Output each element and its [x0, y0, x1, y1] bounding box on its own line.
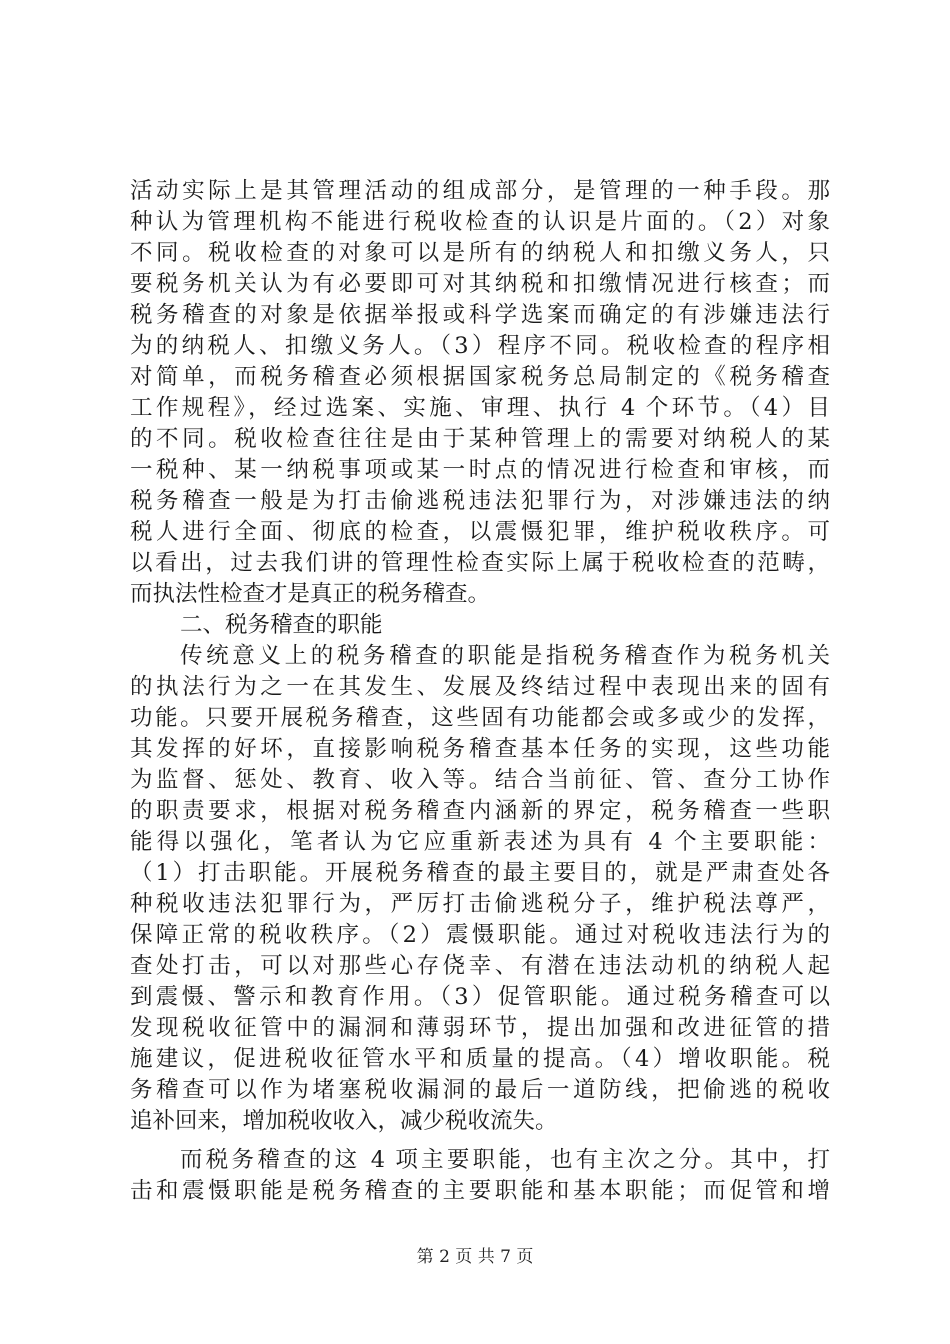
document-body: [130, 176, 830, 1207]
text-line: 到震慑、警示和教育作用。（3）促管职能。通过税务稽查可以: [130, 984, 830, 1010]
text-line: 功能。只要开展税务稽查，这些固有功能都会或多或少的发挥，: [130, 705, 830, 731]
text-line: 工作规程》，经过选案、实施、审理、执行 4 个环节。（4）目: [130, 395, 830, 421]
paragraph-primary-secondary: [130, 1145, 830, 1207]
text-line: 而执法性检查才是真正的税务稽查。: [130, 581, 491, 607]
text-line: 活动实际上是其管理活动的组成部分，是管理的一种手段。那: [130, 178, 830, 204]
paragraph-spacer: [130, 1137, 830, 1145]
text-line: 一税种、某一纳税事项或某一时点的情况进行检查和审核，而: [130, 457, 830, 483]
text-line: 以看出，过去我们讲的管理性检查实际上属于税收检查的范畴，: [130, 550, 830, 576]
text-line: 税务稽查一般是为打击偷逃税违法犯罪行为，对涉嫌违法的纳: [130, 488, 830, 514]
text-line: 对简单，而税务稽查必须根据国家税务总局制定的《税务稽查: [130, 364, 830, 390]
text-line: 务稽查可以作为堵塞税收漏洞的最后一道防线，把偷逃的税收: [130, 1077, 830, 1103]
page-number-footer: 第 2 页 共 7 页: [416, 1247, 534, 1267]
text-line: 不同。税收检查的对象可以是所有的纳税人和扣缴义务人，只: [130, 240, 830, 266]
text-line: （1）打击职能。开展税务稽查的最主要目的，就是严肃查处各: [130, 860, 830, 886]
text-line: 要税务机关认为有必要即可对其纳税和扣缴情况进行核查；而: [130, 271, 830, 297]
text-line: 查处打击，可以对那些心存侥幸、有潜在违法动机的纳税人起: [130, 953, 830, 979]
text-line: 而税务稽查的这 4 项主要职能，也有主次之分。其中，打: [180, 1147, 830, 1173]
text-line: 种税收违法犯罪行为，严厉打击偷逃税分子，维护税法尊严，: [130, 891, 830, 917]
text-line: 击和震慑职能是税务稽查的主要职能和基本职能；而促管和增: [130, 1178, 830, 1204]
text-line: 的职责要求，根据对税务稽查内涵新的界定，税务稽查一些职: [130, 798, 830, 824]
text-line: 税人进行全面、彻底的检查，以震慑犯罪，维护税收秩序。可: [130, 519, 830, 545]
text-line: 追补回来，增加税收收入，减少税收流失。: [130, 1108, 558, 1134]
text-line: 种认为管理机构不能进行税收检查的认识是片面的。（2）对象: [130, 209, 830, 235]
paragraph-functions: [130, 641, 830, 1137]
text-line: 其发挥的好坏，直接影响税务稽查基本任务的实现，这些功能: [130, 736, 830, 762]
text-line: 发现税收征管中的漏洞和薄弱环节，提出加强和改进征管的措: [130, 1015, 830, 1041]
text-line: 施建议，促进税收征管水平和质量的提高。（4）增收职能。税: [130, 1046, 830, 1072]
paragraph-check-differences: [130, 176, 830, 610]
section-heading: 二、税务稽查的职能: [180, 612, 383, 638]
text-line: 税务稽查的对象是依据举报或科学选案而确定的有涉嫌违法行: [130, 302, 830, 328]
text-line: 保障正常的税收秩序。（2）震慑职能。通过对税收违法行为的: [130, 922, 830, 948]
text-line: 为监督、惩处、教育、收入等。结合当前征、管、查分工协作: [130, 767, 830, 793]
text-line: 的不同。税收检查往往是由于某种管理上的需要对纳税人的某: [130, 426, 830, 452]
text-line: 能得以强化，笔者认为它应重新表述为具有 4 个主要职能：: [130, 829, 830, 855]
text-line: 传统意义上的税务稽查的职能是指税务稽查作为税务机关: [180, 643, 830, 669]
text-line: 为的纳税人、扣缴义务人。（3）程序不同。税收检查的程序相: [130, 333, 830, 359]
text-line: 的执法行为之一在其发生、发展及终结过程中表现出来的固有: [130, 674, 830, 700]
